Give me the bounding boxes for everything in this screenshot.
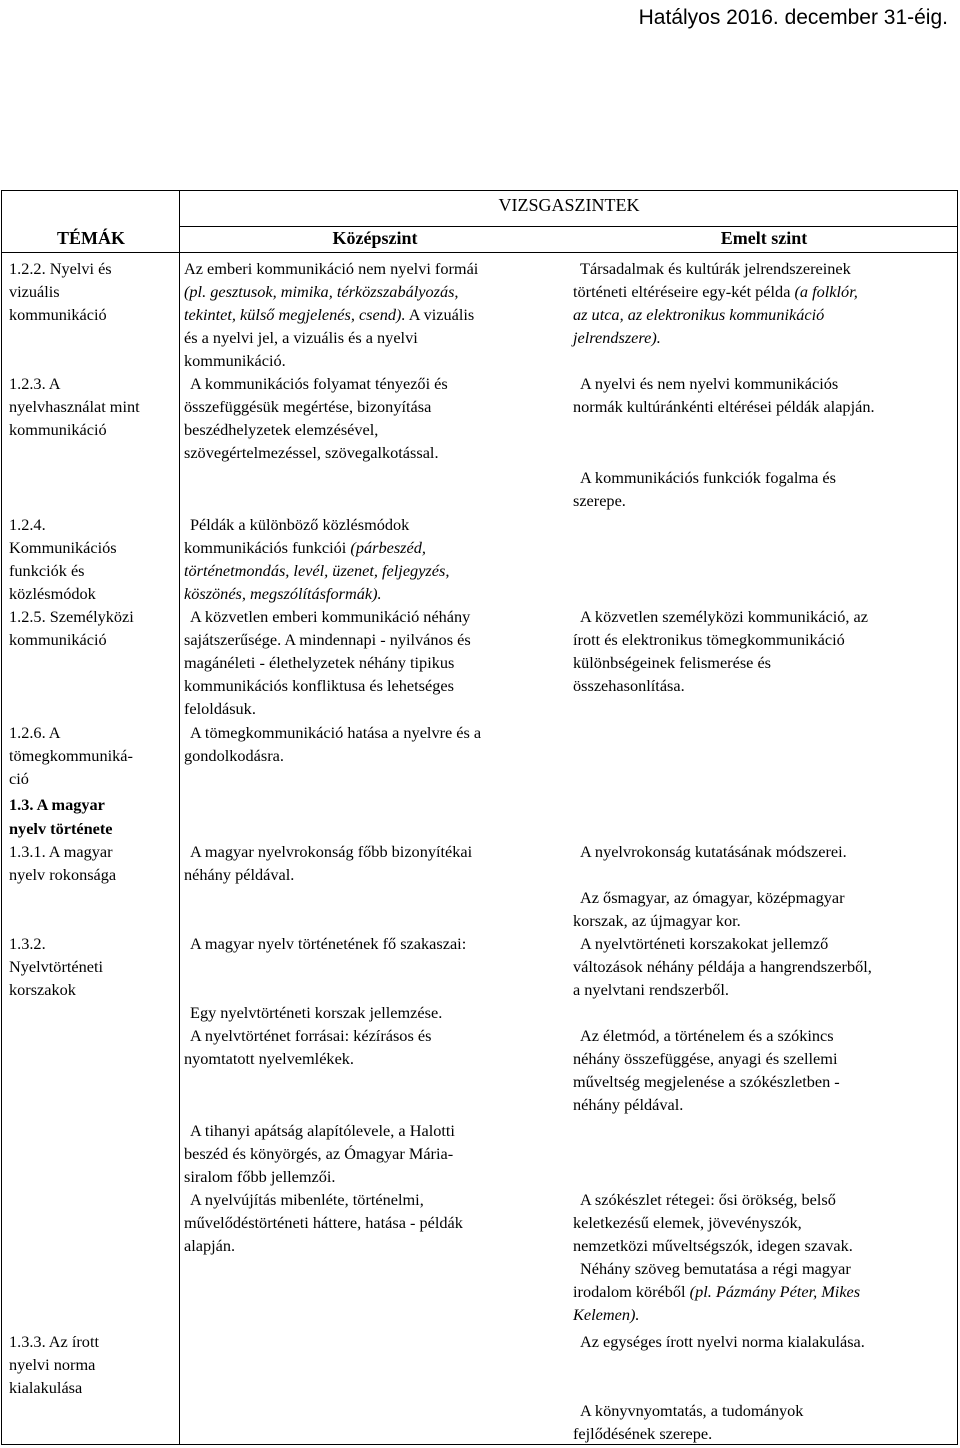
column-header-topics: TÉMÁK [56,228,125,248]
group-header: VIZSGASZINTEK [498,195,640,215]
mid-period-description: Egy nyelvtörténeti korszak jellemzése. [190,1003,443,1022]
column-header-high: Emelt szint [720,228,808,248]
mid-history-periods: A magyar nyelv történetének fő szakaszai: [190,934,467,953]
table-border-top [1,190,958,191]
high-kinship-methods: A nyelvrokonság kutatásának módszerei. [580,842,847,861]
high-written-norm: Az egységes írott nyelvi norma kialakulása. [580,1332,865,1351]
column-header-mid: Középszint [332,228,418,248]
column-header-divider [1,252,958,253]
validity-header: Hatályos 2016. december 31-éig. [638,6,948,29]
column-divider-1 [179,190,180,1445]
table-border-left [1,190,2,1445]
